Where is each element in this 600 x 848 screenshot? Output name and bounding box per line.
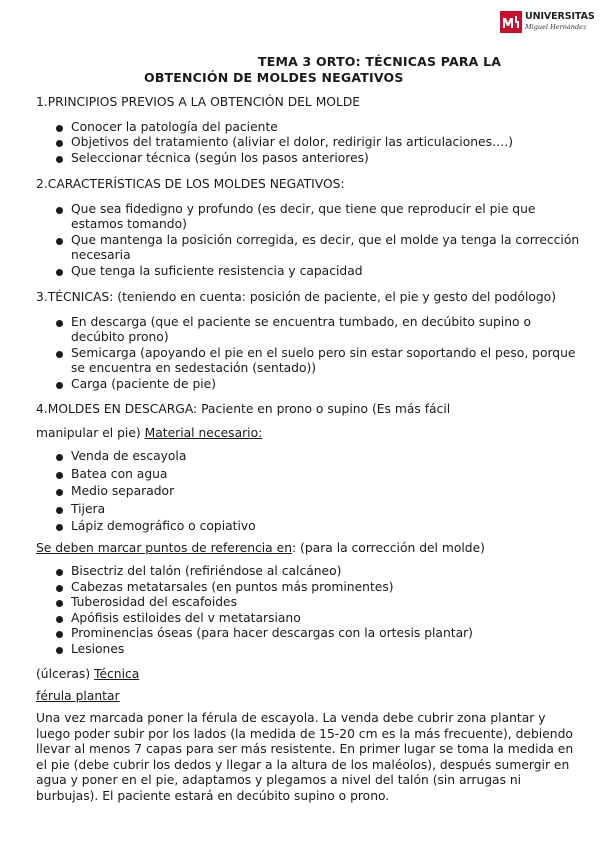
list-item: Batea con agua	[36, 467, 581, 483]
reference-points-rest: : (para la corrección del molde)	[292, 540, 485, 555]
section-4-heading-cont	[36, 426, 581, 442]
list-item: Apófisis estiloides del v metatarsiano	[36, 611, 581, 627]
section-4-heading-cont-text: manipular el pie)	[36, 425, 145, 440]
section-3-list	[36, 315, 581, 393]
list-item: Prominencias óseas (para hacer descargas con la ortesis plantar)	[36, 626, 581, 642]
technique-label: Técnica	[94, 667, 140, 681]
list-item: Que tenga la suficiente resistencia y capacidad	[36, 264, 581, 280]
reference-points-list	[36, 564, 581, 657]
section-1-heading: 1.PRINCIPIOS PREVIOS A LA OBTENCIÓN DEL MOLDE	[36, 95, 361, 109]
list-item: Lápiz demográfico o copiativo	[36, 519, 581, 535]
document-title-line1: TEMA 3 ORTO: TÉCNICAS PARA LA	[258, 54, 502, 69]
list-item: Conocer la patología del paciente	[36, 120, 581, 136]
material-list	[36, 449, 581, 535]
list-item: Que mantenga la posición corregida, es decir, que el molde ya tenga la corrección necesaria	[36, 233, 581, 264]
list-item: Lesiones	[36, 642, 581, 658]
logo-subtitle: Miguel Hernández	[525, 23, 587, 31]
reference-points-label: Se deben marcar puntos de referencia en	[36, 540, 292, 555]
list-item: Semicarga (apoyando el pie en el suelo pero sin estar soportando el peso, porque se encuentra en sedestación (sentado))	[36, 346, 581, 377]
list-item: Medio separador	[36, 484, 581, 500]
section-2-list	[36, 202, 581, 280]
technique-line	[36, 667, 581, 683]
list-item: Venda de escayola	[36, 449, 581, 465]
list-item: En descarga (que el paciente se encuentra tumbado, en decúbito supino o decúbito prono)	[36, 315, 581, 346]
material-label: Material necesario:	[144, 425, 263, 440]
list-item: Tijera	[36, 502, 581, 518]
section-3-heading: 3.TÉCNICAS: (teniendo en cuenta: posición de paciente, el pie y gesto del podólogo)	[36, 290, 557, 304]
section-1-list	[36, 120, 581, 167]
list-item: Carga (paciente de pie)	[36, 377, 581, 393]
section-4-heading: 4.MOLDES EN DESCARGA: Paciente en prono o supino (Es más fácil	[36, 402, 451, 416]
list-item: Bisectriz del talón (refiriéndose al calcáneo)	[36, 564, 581, 580]
logo-name: UNIVERSITAS	[525, 11, 595, 22]
logo-mark-icon	[500, 11, 522, 33]
technique-paragraph: Una vez marcada poner la férula de escayola. La venda debe cubrir zona plantar y luego poder subir por los lados (la medida de 15-20 cm es la más frecuente), debiendo llevar al menos 7 capas para ser más resistente. En primer lugar se toma la medida en el pie (debe cubrir los dedos y llegar a la altura de los maléolos), después sumergir en agua y poner en el pie, adaptamos y plegamos a nivel del talón (sin arrugas ni burbujas). El paciente estará en decúbito supino o prono.	[36, 711, 574, 803]
list-item: Cabezas metatarsales (en puntos más prominentes)	[36, 580, 581, 596]
list-item: Seleccionar técnica (según los pasos anteriores)	[36, 151, 581, 167]
reference-points-heading	[36, 541, 581, 557]
section-2-heading: 2.CARACTERÍSTICAS DE LOS MOLDES NEGATIVOS:	[36, 177, 345, 191]
ulceras-text: (úlceras)	[36, 667, 95, 681]
document-title-line2: OBTENCIÓN DE MOLDES NEGATIVOS	[144, 70, 404, 85]
list-item: Tuberosidad del escafoides	[36, 595, 581, 611]
document-body	[36, 95, 581, 804]
list-item: Objetivos del tratamiento (aliviar el dolor, redirigir las articulaciones….)	[36, 135, 581, 151]
university-logo	[500, 10, 595, 36]
list-item: Que sea fidedigno y profundo (es decir, que tiene que reproducir el pie que estamos tomando)	[36, 202, 581, 233]
ferula-plantar-label: férula plantar	[36, 688, 120, 703]
